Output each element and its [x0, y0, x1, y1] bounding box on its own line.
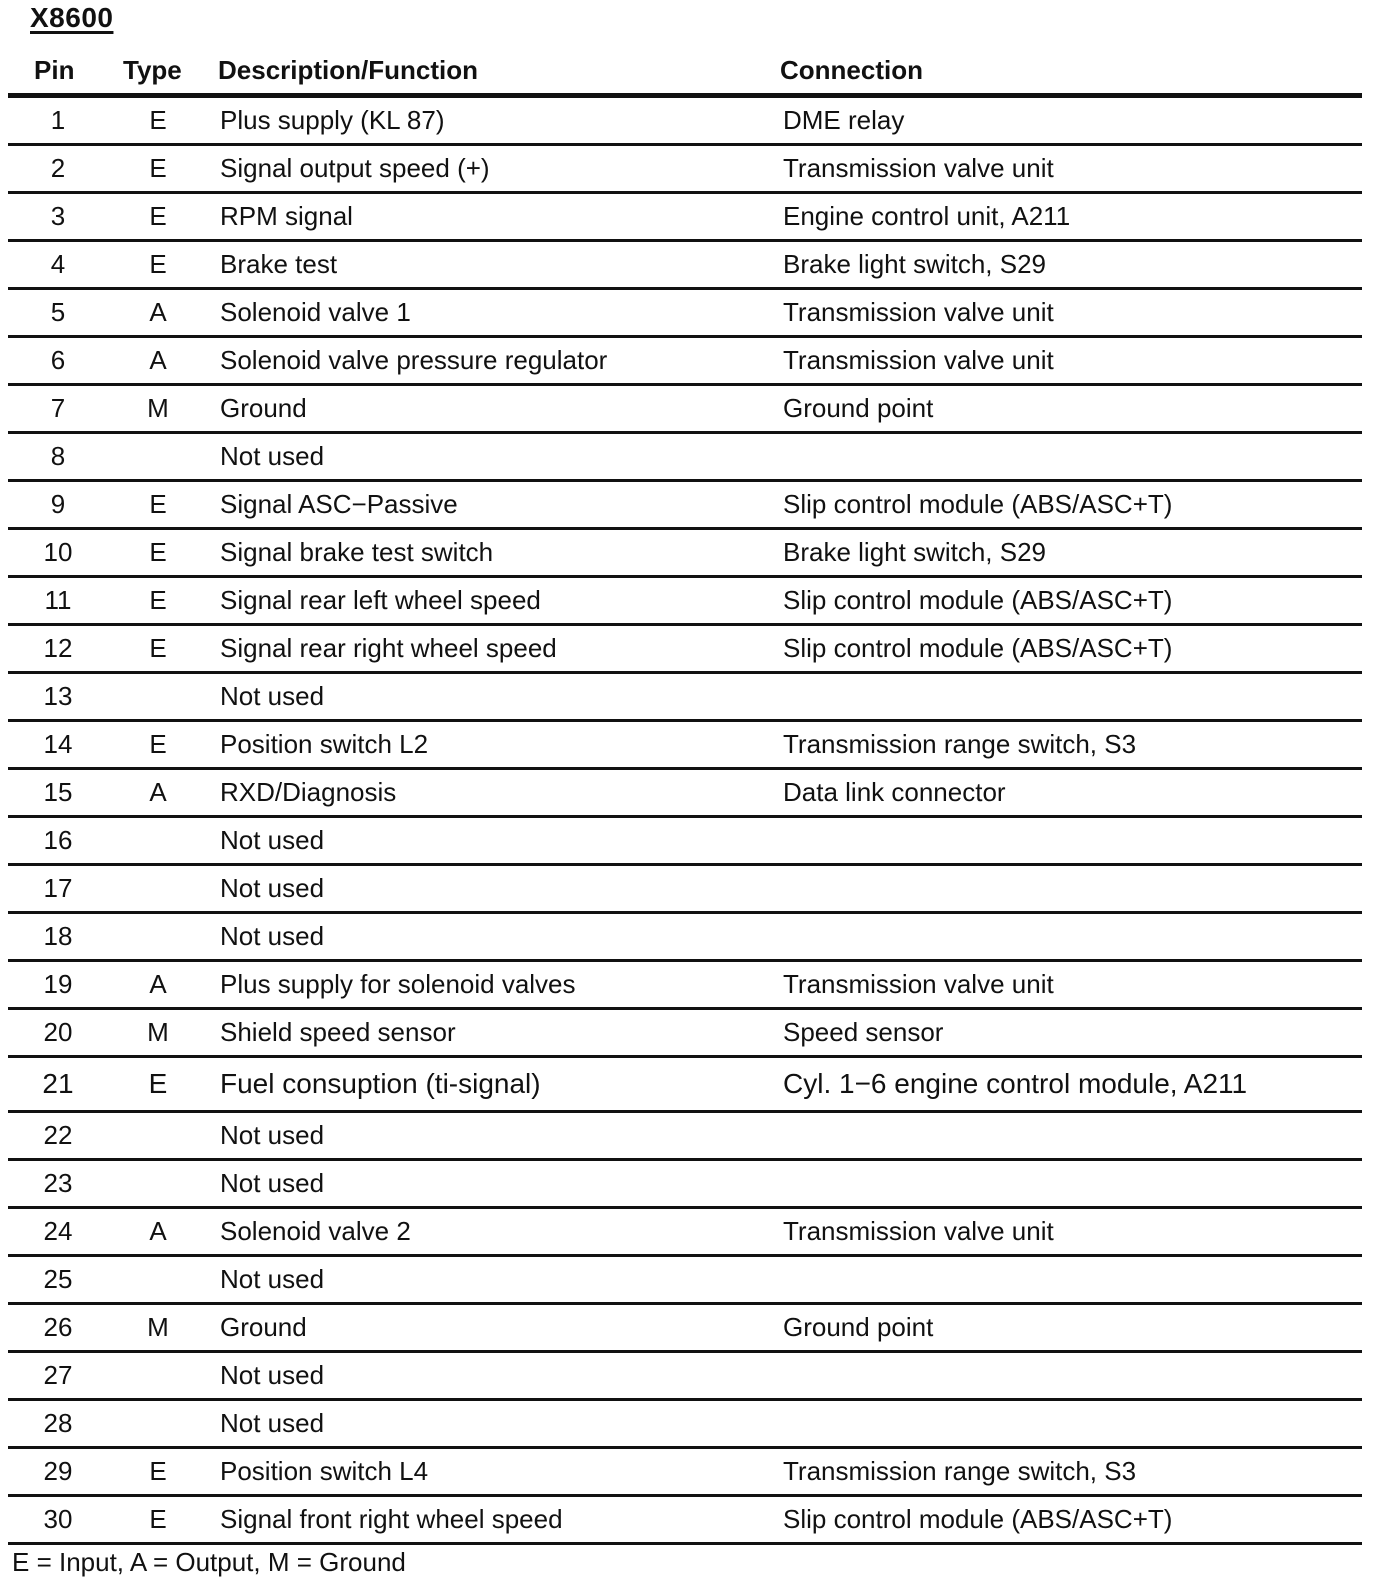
- description-cell: RXD/Diagnosis: [220, 777, 397, 807]
- pin-cell: 11: [44, 585, 72, 615]
- description-cell: Not used: [220, 873, 325, 903]
- description-cell: Not used: [220, 1120, 325, 1150]
- pin-cell: 10: [43, 537, 73, 567]
- table-row: [8, 1401, 1362, 1449]
- connection-cell: [783, 674, 1362, 719]
- connection-cell: [783, 1113, 1362, 1158]
- connection-cell: [783, 866, 1362, 911]
- connection-cell: [783, 1401, 1362, 1446]
- pin-cell: 8: [50, 441, 66, 471]
- connection-cell: Ground point: [783, 1312, 934, 1342]
- table-row: [8, 146, 1362, 194]
- table-row: [8, 1161, 1362, 1209]
- description-cell: Solenoid valve 1: [220, 297, 411, 327]
- connection-cell: Transmission valve unit: [783, 297, 1054, 327]
- type-cell: E: [149, 729, 167, 759]
- description-cell: Not used: [220, 921, 325, 951]
- type-cell: [108, 1353, 208, 1398]
- pin-cell: 29: [43, 1456, 73, 1486]
- table-row: [8, 962, 1362, 1010]
- header-type: Type: [123, 55, 182, 85]
- table-row: [8, 1257, 1362, 1305]
- connection-cell: Data link connector: [783, 777, 1006, 807]
- description-cell: Not used: [220, 441, 325, 471]
- type-cell: E: [149, 537, 167, 567]
- type-cell: E: [149, 1504, 167, 1534]
- description-cell: Fuel consuption (ti-signal): [220, 1068, 541, 1099]
- table-row: [8, 1058, 1362, 1113]
- table-row: [8, 626, 1362, 674]
- table-row: [8, 434, 1362, 482]
- pin-cell: 16: [43, 825, 73, 855]
- connection-cell: [783, 1257, 1362, 1302]
- connection-cell: Transmission valve unit: [783, 1216, 1054, 1246]
- table-row: [8, 578, 1362, 626]
- connection-cell: Transmission valve unit: [783, 969, 1054, 999]
- pin-cell: 30: [43, 1504, 73, 1534]
- pin-cell: 19: [43, 969, 73, 999]
- pin-cell: 2: [50, 153, 66, 183]
- pin-cell: 22: [43, 1120, 73, 1150]
- type-cell: M: [147, 1312, 169, 1342]
- pin-cell: 13: [43, 681, 73, 711]
- connection-cell: Ground point: [783, 393, 934, 423]
- connection-cell: Transmission valve unit: [783, 153, 1054, 183]
- pin-cell: 3: [50, 201, 66, 231]
- connection-cell: Engine control unit, A211: [783, 201, 1071, 231]
- description-cell: Brake test: [220, 249, 338, 279]
- type-cell: [108, 1257, 208, 1302]
- pin-cell: 20: [43, 1017, 73, 1047]
- pin-cell: 9: [50, 489, 66, 519]
- pin-cell: 5: [50, 297, 66, 327]
- type-cell: A: [149, 1216, 167, 1246]
- table-header: [8, 50, 1362, 90]
- pin-cell: 26: [43, 1312, 73, 1342]
- pin-cell: 4: [50, 249, 66, 279]
- connector-title: X8600: [30, 2, 114, 33]
- type-cell: [108, 1401, 208, 1446]
- table-row: [8, 914, 1362, 962]
- type-cell: E: [149, 489, 167, 519]
- description-cell: Signal output speed (+): [220, 153, 490, 183]
- description-cell: Signal brake test switch: [220, 537, 494, 567]
- type-cell: A: [149, 777, 167, 807]
- table-row: [8, 386, 1362, 434]
- table-row: [8, 818, 1362, 866]
- description-cell: Shield speed sensor: [220, 1017, 456, 1047]
- connection-cell: Slip control module (ABS/ASC+T): [783, 633, 1173, 663]
- description-cell: Signal front right wheel speed: [220, 1504, 563, 1534]
- table-row: [8, 1353, 1362, 1401]
- table-row: [8, 290, 1362, 338]
- connection-cell: DME relay: [783, 105, 905, 135]
- description-cell: Not used: [220, 681, 325, 711]
- type-cell: [108, 818, 208, 863]
- table-row: [8, 1209, 1362, 1257]
- table-row: [8, 722, 1362, 770]
- description-cell: Ground: [220, 393, 307, 423]
- description-cell: Position switch L2: [220, 729, 429, 759]
- pin-cell: 1: [50, 105, 66, 135]
- connection-cell: [783, 434, 1362, 479]
- table-row: [8, 1113, 1362, 1161]
- pin-cell: 28: [43, 1408, 73, 1438]
- table-row: [8, 770, 1362, 818]
- pin-cell: 18: [43, 921, 73, 951]
- type-cell: [108, 1161, 208, 1206]
- table-row: [8, 1497, 1362, 1545]
- header-pin: Pin: [34, 55, 75, 85]
- connection-cell: [783, 818, 1362, 863]
- type-cell: M: [147, 1017, 169, 1047]
- type-cell: A: [149, 969, 167, 999]
- table-row: [8, 866, 1362, 914]
- table-row: [8, 482, 1362, 530]
- description-cell: Signal ASC−Passive: [220, 489, 458, 519]
- type-cell: M: [147, 393, 169, 423]
- description-cell: Signal rear left wheel speed: [220, 585, 541, 615]
- pin-cell: 15: [43, 777, 73, 807]
- type-cell: E: [149, 1456, 167, 1486]
- description-cell: Solenoid valve 2: [220, 1216, 411, 1246]
- table-row: [8, 338, 1362, 386]
- table-row: [8, 98, 1362, 146]
- pin-table-body: [8, 98, 1362, 1545]
- type-cell: [108, 434, 208, 479]
- description-cell: Ground: [220, 1312, 307, 1342]
- connection-cell: [783, 1161, 1362, 1206]
- pin-cell: 21: [42, 1068, 74, 1099]
- pin-cell: 25: [43, 1264, 73, 1294]
- type-cell: E: [149, 585, 167, 615]
- table-row: [8, 530, 1362, 578]
- table-row: [8, 1010, 1362, 1058]
- description-cell: Not used: [220, 1360, 325, 1390]
- pin-cell: 7: [50, 393, 66, 423]
- type-cell: E: [149, 633, 167, 663]
- type-cell: A: [149, 345, 167, 375]
- header-description: Description/Function: [218, 55, 478, 85]
- description-cell: Not used: [220, 825, 325, 855]
- table-row: [8, 674, 1362, 722]
- description-cell: Signal rear right wheel speed: [220, 633, 557, 663]
- connection-cell: Transmission range switch, S3: [783, 1456, 1137, 1486]
- type-cell: A: [149, 297, 167, 327]
- type-cell: E: [149, 153, 167, 183]
- header-connection: Connection: [780, 55, 923, 85]
- pin-cell: 23: [43, 1168, 73, 1198]
- connection-cell: Brake light switch, S29: [783, 249, 1047, 279]
- type-cell: E: [149, 249, 167, 279]
- type-cell: E: [148, 1068, 168, 1099]
- connection-cell: [783, 914, 1362, 959]
- connection-cell: Transmission valve unit: [783, 345, 1054, 375]
- connection-cell: Brake light switch, S29: [783, 537, 1047, 567]
- description-cell: Not used: [220, 1408, 325, 1438]
- description-cell: Plus supply (KL 87): [220, 105, 445, 135]
- table-row: [8, 242, 1362, 290]
- pin-cell: 27: [43, 1360, 73, 1390]
- connection-cell: Slip control module (ABS/ASC+T): [783, 585, 1173, 615]
- description-cell: Not used: [220, 1168, 325, 1198]
- description-cell: Not used: [220, 1264, 325, 1294]
- pin-cell: 17: [43, 873, 73, 903]
- description-cell: RPM signal: [220, 201, 353, 231]
- type-cell: [108, 914, 208, 959]
- connection-cell: Slip control module (ABS/ASC+T): [783, 489, 1173, 519]
- type-cell: [108, 1113, 208, 1158]
- type-legend: E = Input, A = Output, M = Ground: [12, 1547, 406, 1577]
- type-cell: E: [149, 201, 167, 231]
- description-cell: Solenoid valve pressure regulator: [220, 345, 608, 375]
- type-cell: [108, 866, 208, 911]
- table-row: [8, 1305, 1362, 1353]
- connection-cell: Transmission range switch, S3: [783, 729, 1137, 759]
- table-row: [8, 194, 1362, 242]
- connection-cell: [783, 1353, 1362, 1398]
- description-cell: Position switch L4: [220, 1456, 429, 1486]
- type-cell: [108, 674, 208, 719]
- table-row: [8, 1449, 1362, 1497]
- pin-cell: 12: [43, 633, 73, 663]
- pin-cell: 24: [43, 1216, 73, 1246]
- description-cell: Plus supply for solenoid valves: [220, 969, 576, 999]
- pin-cell: 6: [50, 345, 66, 375]
- connection-cell: Speed sensor: [783, 1017, 944, 1047]
- connection-cell: Slip control module (ABS/ASC+T): [783, 1504, 1173, 1534]
- type-cell: E: [149, 105, 167, 135]
- connection-cell: Cyl. 1−6 engine control module, A211: [783, 1068, 1248, 1099]
- pin-cell: 14: [43, 729, 73, 759]
